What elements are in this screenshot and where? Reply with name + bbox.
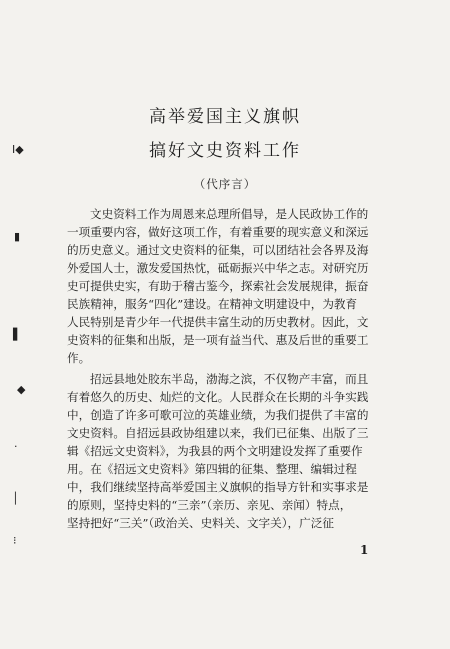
body-line: 文史资料工作为周恩来总理所倡导，是人民政协工作的: [90, 207, 369, 221]
body-line: 的历史意义。通过文史资料的征集，可以团结社会各界及海: [67, 243, 369, 257]
margin-mark: Ⅰ◆: [12, 143, 24, 156]
margin-mark: ·: [14, 440, 18, 453]
body-line: 的原则，坚持史料的“三亲”（亲历、亲见、亲闻）特点，: [67, 498, 352, 512]
page-number: 1: [360, 543, 369, 557]
body-line: 中，我们继续坚持高举爱国主义旗帜的指导方针和实事求是: [67, 480, 369, 494]
body-line: 中，创造了许多可歌可泣的英雄业绩，为我们提供了丰富的: [67, 408, 369, 422]
body-line: 用。在《招远文史资料》第四辑的征集、整理、编辑过程: [67, 462, 357, 476]
body-line: 招远县地处胶东半岛，渤海之滨，不仅物产丰富，而且: [90, 372, 369, 386]
body-line: 有着悠久的历史、灿烂的文化。人民群众在长期的斗争实践: [67, 390, 369, 404]
title-line-2: 搞好文史资料工作: [149, 141, 301, 161]
body-line: 史资料的征集和出版，是一项有益当代、惠及后世的重要工: [67, 333, 369, 347]
body-line: 外爱国人士，激发爱国热忱，砥砺振兴中华之志。对研究历: [67, 261, 369, 275]
body-line: 辑《招远文史资料》，为我县的两个文明建设发挥了重要作: [67, 444, 363, 458]
margin-mark: ⁝: [13, 534, 17, 547]
body-line: 文史资料。自招远县政协组建以来，我们已征集、出版了三: [67, 426, 369, 440]
margin-mark: ▮: [14, 230, 21, 243]
body-line: 人民特别是青少年一代提供丰富生动的历史教材。因此，文: [67, 315, 369, 329]
subtitle: （代序言）: [193, 177, 257, 191]
margin-mark: ◆: [17, 383, 26, 396]
body-line: 作。: [67, 351, 91, 365]
title-line-1: 高举爱国主义旗帜: [149, 107, 301, 127]
margin-mark: ▌: [13, 328, 22, 341]
body-line: 坚持把好“三关”（政治关、史料关、文字关），广泛征: [67, 516, 334, 530]
margin-mark: │: [12, 492, 19, 505]
body-line: 史可提供史实，有助于稽古鉴今，探索社会发展规律，振奋: [67, 279, 369, 293]
body-line: 民族精神，服务“四化”建设。在精神文明建设中，为教育: [67, 297, 358, 311]
body-line: 一项重要内容，做好这项工作，有着重要的现实意义和深远: [67, 225, 369, 239]
